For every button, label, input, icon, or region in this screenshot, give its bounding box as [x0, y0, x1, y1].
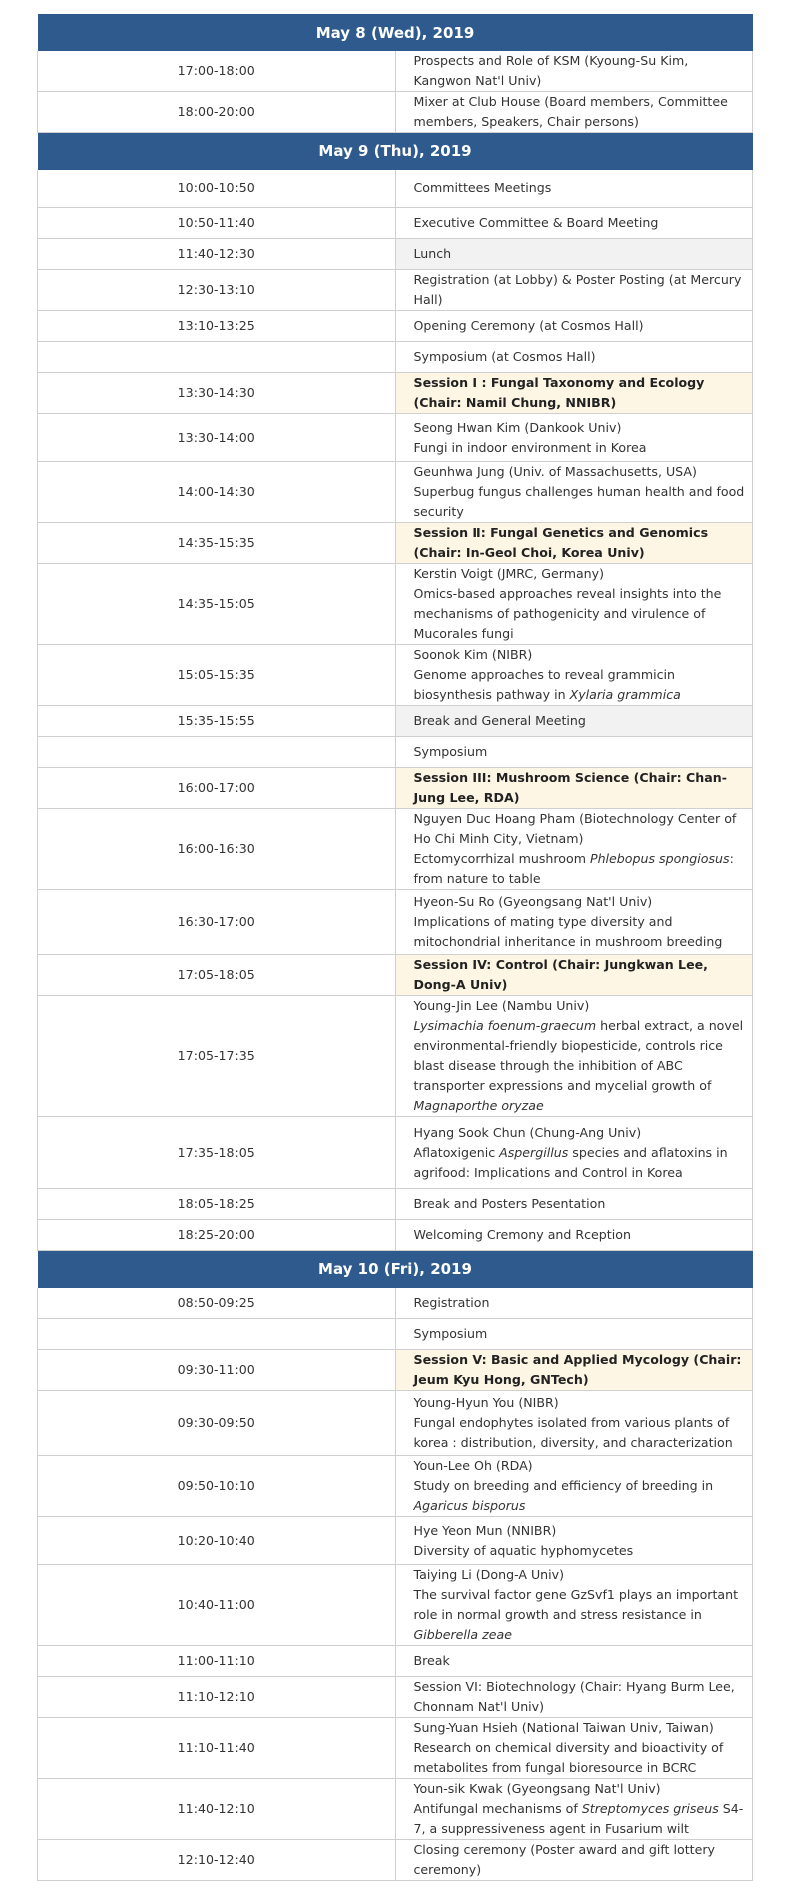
event-cell: Mixer at Club House (Board members, Committee members, Speakers, Chair persons) — [395, 92, 753, 133]
time-cell: 18:05-18:25 — [38, 1189, 396, 1220]
event-cell: Break and Posters Pesentation — [395, 1189, 753, 1220]
event-cell — [395, 1117, 753, 1189]
time-cell — [38, 737, 396, 768]
talk-title — [414, 1738, 747, 1778]
talk-title — [414, 584, 747, 644]
talk-text: Superbug fungus challenges human health and food security — [413, 484, 745, 519]
schedule-row — [38, 1391, 753, 1456]
day-title: May 9 (Thu), 2019 — [38, 133, 753, 170]
session-title: Session III: Mushroom Science (Chair: Chan-Jung Lee, RDA) — [395, 768, 753, 809]
event-cell — [395, 1565, 753, 1646]
event-cell: Opening Ceremony (at Cosmos Hall) — [395, 311, 753, 342]
event-cell: Symposium — [395, 1319, 753, 1350]
event-cell — [395, 1779, 753, 1840]
schedule-row — [38, 311, 753, 342]
schedule-row — [38, 342, 753, 373]
schedule-row — [38, 1779, 753, 1840]
schedule-row — [38, 462, 753, 523]
time-cell: 17:05-18:05 — [38, 955, 396, 996]
event-cell — [395, 1718, 753, 1779]
speaker-name: Young-Jin Lee (Nambu Univ) — [413, 998, 590, 1013]
schedule-table — [37, 14, 753, 1881]
schedule-row — [38, 92, 753, 133]
schedule-row — [38, 51, 753, 92]
speaker-name: Kerstin Voigt (JMRC, Germany) — [413, 566, 605, 581]
time-cell: 11:10-12:10 — [38, 1677, 396, 1718]
day-header-row — [38, 14, 753, 51]
talk-title — [414, 665, 747, 705]
time-cell: 16:00-16:30 — [38, 809, 396, 890]
event-cell — [395, 645, 753, 706]
talk-text: Omics-based approaches reveal insights into the mechanisms of pathogenicity and virulence of Mucorales fungi — [413, 586, 722, 641]
time-cell: 10:00-10:50 — [38, 170, 396, 208]
event-cell: Closing ceremony (Poster award and gift lottery ceremony) — [395, 1840, 753, 1881]
session-row — [38, 373, 753, 414]
time-cell: 17:05-17:35 — [38, 996, 396, 1117]
time-cell: 09:50-10:10 — [38, 1456, 396, 1517]
speaker-name: Hye Yeon Mun (NNIBR) — [413, 1522, 557, 1538]
time-cell: 11:00-11:10 — [38, 1646, 396, 1677]
time-cell: 09:30-09:50 — [38, 1391, 396, 1456]
event-cell: Committees Meetings — [395, 170, 753, 208]
schedule-row — [38, 1718, 753, 1779]
talk-text: Implications of mating type diversity and mitochondrial inheritance in mushroom breeding — [413, 914, 723, 949]
time-cell: 09:30-11:00 — [38, 1350, 396, 1391]
event-cell — [395, 996, 753, 1117]
time-cell: 18:00-20:00 — [38, 92, 396, 133]
schedule-row — [38, 737, 753, 768]
session-row — [38, 523, 753, 564]
time-cell: 13:30-14:30 — [38, 373, 396, 414]
session-row — [38, 1350, 753, 1391]
talk-text: Diversity of aquatic hyphomycetes — [413, 1542, 634, 1558]
species-name: Magnaporthe oryzae — [413, 1098, 544, 1113]
time-cell: 10:20-10:40 — [38, 1517, 396, 1565]
day-header-row — [38, 133, 753, 170]
species-name: Agaricus bisporus — [413, 1498, 526, 1513]
event-cell — [395, 564, 753, 645]
talk-text: herbal extract, a novel environmental-friendly biopesticide, controls rice blast disease through the inhibition of ABC transporter expressions and mycelial growth of — [413, 1018, 744, 1093]
species-name: Xylaria grammica — [569, 687, 681, 702]
event-cell — [395, 809, 753, 890]
speaker-name: Nguyen Duc Hoang Pham (Biotechnology Center of Ho Chi Minh City, Vietnam) — [413, 811, 737, 846]
schedule-row — [38, 1646, 753, 1677]
time-cell: 14:35-15:05 — [38, 564, 396, 645]
talk-title — [414, 482, 747, 522]
time-cell: 14:35-15:35 — [38, 523, 396, 564]
time-cell — [38, 342, 396, 373]
time-cell: 15:05-15:35 — [38, 645, 396, 706]
schedule-row — [38, 1220, 753, 1251]
schedule-row — [38, 809, 753, 890]
schedule-row — [38, 270, 753, 311]
event-cell — [395, 1456, 753, 1517]
schedule-row — [38, 239, 753, 270]
event-cell — [395, 462, 753, 523]
talk-text: Aflatoxigenic — [413, 1144, 500, 1160]
day-title: May 10 (Fri), 2019 — [38, 1251, 753, 1288]
schedule-row — [38, 1565, 753, 1646]
time-cell: 14:00-14:30 — [38, 462, 396, 523]
schedule-row — [38, 1117, 753, 1189]
talk-text: S4-7, a suppressiveness agent in Fusarium wilt — [413, 1801, 744, 1836]
species-name: Lysimachia foenum-graecum — [413, 1018, 597, 1033]
talk-text: Antifungal mechanisms of — [413, 1801, 582, 1816]
event-cell: Break — [395, 1646, 753, 1677]
day-header-row — [38, 1251, 753, 1288]
event-cell — [395, 890, 753, 955]
time-cell: 17:35-18:05 — [38, 1117, 396, 1189]
event-cell: Symposium — [395, 737, 753, 768]
schedule-body — [38, 14, 753, 1881]
session-title: Session Ⅱ: Fungal Genetics and Genomics (Chair: In-Geol Choi, Korea Univ) — [395, 523, 753, 564]
schedule-row — [38, 1288, 753, 1319]
talk-text: : from nature to table — [413, 851, 734, 886]
time-cell: 11:40-12:30 — [38, 239, 396, 270]
event-cell — [395, 414, 753, 462]
talk-text: Fungal endophytes isolated from various plants of korea : distribution, diversity, and characterization — [413, 1415, 733, 1450]
speaker-name: Hyeon-Su Ro (Gyeongsang Nat'l Univ) — [413, 894, 653, 909]
event-cell: Executive Committee & Board Meeting — [395, 208, 753, 239]
speaker-name: Young-Hyun You (NIBR) — [413, 1395, 559, 1410]
speaker-name: Geunhwa Jung (Univ. of Massachusetts, USA) — [413, 464, 697, 479]
day-title: May 8 (Wed), 2019 — [38, 14, 753, 51]
event-cell: Welcoming Cremony and Rception — [395, 1220, 753, 1251]
schedule-row — [38, 996, 753, 1117]
session-title: Session IV: Control (Chair: Jungkwan Lee, Dong-A Univ) — [395, 955, 753, 996]
time-cell: 16:30-17:00 — [38, 890, 396, 955]
talk-text: species and aflatoxins in agrifood: Implications and Control in Korea — [413, 1144, 728, 1180]
talk-title — [414, 1143, 747, 1183]
event-cell: Lunch — [395, 239, 753, 270]
speaker-name: Youn-sik Kwak (Gyeongsang Nat'l Univ) — [413, 1781, 661, 1796]
schedule-row — [38, 1677, 753, 1718]
time-cell: 11:40-12:10 — [38, 1779, 396, 1840]
time-cell: 18:25-20:00 — [38, 1220, 396, 1251]
schedule-row — [38, 890, 753, 955]
talk-title — [414, 438, 747, 458]
session-title: Session Ⅰ : Fungal Taxonomy and Ecology (Chair: Namil Chung, NNIBR) — [395, 373, 753, 414]
speaker-name: Soonok Kim (NIBR) — [413, 647, 533, 662]
time-cell: 13:10-13:25 — [38, 311, 396, 342]
talk-title — [414, 849, 747, 889]
event-cell — [395, 1391, 753, 1456]
time-cell: 10:50-11:40 — [38, 208, 396, 239]
time-cell: 12:30-13:10 — [38, 270, 396, 311]
time-cell: 13:30-14:00 — [38, 414, 396, 462]
speaker-name: Hyang Sook Chun (Chung-Ang Univ) — [413, 1124, 642, 1140]
event-cell: Registration (at Lobby) & Poster Posting (at Mercury Hall) — [395, 270, 753, 311]
schedule-row — [38, 414, 753, 462]
talk-text: Ectomycorrhizal mushroom — [413, 851, 590, 866]
speaker-name: Sung-Yuan Hsieh (National Taiwan Univ, Taiwan) — [413, 1720, 714, 1735]
event-cell: Session VI: Biotechnology (Chair: Hyang Burm Lee, Chonnam Nat'l Univ) — [395, 1677, 753, 1718]
talk-text: Fungi in indoor environment in Korea — [413, 439, 647, 455]
event-cell: Break and General Meeting — [395, 706, 753, 737]
session-title: Session V: Basic and Applied Mycology (Chair: Jeum Kyu Hong, GNTech) — [395, 1350, 753, 1391]
event-cell: Prospects and Role of KSM (Kyoung-Su Kim, Kangwon Nat'l Univ) — [395, 51, 753, 92]
schedule-row — [38, 208, 753, 239]
schedule-row — [38, 1456, 753, 1517]
time-cell: 12:10-12:40 — [38, 1840, 396, 1881]
schedule-row — [38, 1517, 753, 1565]
time-cell: 17:00-18:00 — [38, 51, 396, 92]
talk-title — [414, 1413, 747, 1453]
talk-text: Study on breeding and efficiency of breeding in — [413, 1478, 714, 1493]
event-cell: Registration — [395, 1288, 753, 1319]
schedule-row — [38, 1189, 753, 1220]
talk-title — [414, 1585, 747, 1645]
speaker-name: Taiying Li (Dong-A Univ) — [413, 1567, 565, 1582]
speaker-name: Youn-Lee Oh (RDA) — [413, 1458, 533, 1473]
talk-title — [414, 1541, 747, 1561]
schedule-row — [38, 1319, 753, 1350]
time-cell: 08:50-09:25 — [38, 1288, 396, 1319]
session-row — [38, 955, 753, 996]
event-cell — [395, 1517, 753, 1565]
species-name: Streptomyces griseus — [581, 1801, 719, 1816]
talk-title — [414, 1016, 747, 1116]
talk-title — [414, 912, 747, 952]
schedule-row — [38, 645, 753, 706]
talk-text: The survival factor gene GzSvf1 plays an important role in normal growth and stress resistance in — [413, 1587, 739, 1622]
schedule-row — [38, 564, 753, 645]
time-cell: 10:40-11:00 — [38, 1565, 396, 1646]
speaker-name: Seong Hwan Kim (Dankook Univ) — [413, 419, 622, 435]
time-cell: 16:00-17:00 — [38, 768, 396, 809]
session-row — [38, 768, 753, 809]
species-name: Phlebopus spongiosus — [589, 851, 730, 866]
schedule-row — [38, 170, 753, 208]
time-cell: 15:35-15:55 — [38, 706, 396, 737]
species-name: Gibberella zeae — [413, 1627, 512, 1642]
talk-text: Research on chemical diversity and bioactivity of metabolites from fungal bioresource in BCRC — [413, 1740, 724, 1775]
time-cell: 11:10-11:40 — [38, 1718, 396, 1779]
event-cell: Symposium (at Cosmos Hall) — [395, 342, 753, 373]
talk-title — [414, 1476, 747, 1516]
talk-text: Genome approaches to reveal grammicin biosynthesis pathway in — [413, 667, 676, 702]
time-cell — [38, 1319, 396, 1350]
talk-title — [414, 1799, 747, 1839]
schedule-row — [38, 706, 753, 737]
schedule-row — [38, 1840, 753, 1881]
species-name: Aspergillus — [499, 1144, 569, 1160]
